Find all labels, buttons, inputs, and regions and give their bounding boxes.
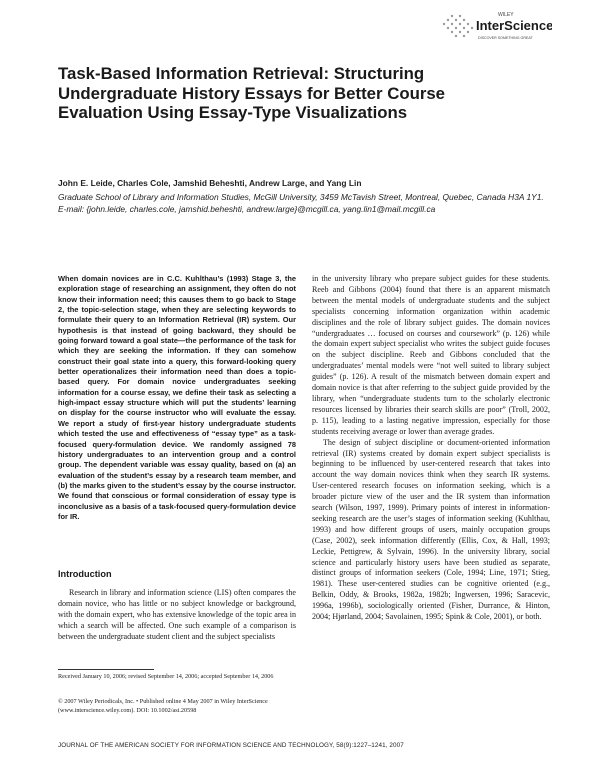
- copyright-note: © 2007 Wiley Periodicals, Inc. • Published online 4 May 2007 in Wiley InterScience (www.interscience.wiley.com). DOI: 10.1002/asi.20598: [58, 698, 268, 714]
- article-title: Task-Based Information Retrieval: Structuring Undergraduate History Essays for Better Course Evaluation Using Essay-Type Visualizations: [58, 64, 446, 122]
- body-paragraph: The design of subject discipline or document-oriented information retrieval (IR) systems created by domain expert subject specialists is beginning to be influenced by user-centered research that takes into account the way domain novices think when they search IR systems. User-centered research focuses on information seeking, which is a broader picture view of the user and the IR system than information search (Wilson, 1997, 1999). Primary points of interest in information-seeking research are the user’s stages of information seeking (Kuhlthau, 1993) and how different groups of users, mainly occupation groups (Case, 2002), seek information differently (Ellis, Cox, & Hall, 1993; Leckie, Pettigrew, & Sylvain, 1996). In the university library, social science and particularly history users have been studied as separate, distinct groups of information seekers (Cole, 1994; Line, 1971; Stieg, 1981). These user-centered studies can be cognitive oriented (e.g., Belkin, Oddy, & Brooks, 1982a, 1982b; Ingwersen, 1996; Saracevic, 1996a, 1996b), sociologically oriented (Fisher, Durrance, & Hinton, 2004; Hjørland, 2004; Savolainen, 1995; Spink & Cole, 2001), or both.: [312, 437, 550, 622]
- author-affiliation: Graduate School of Library and Information Studies, McGill University, 3459 McTavish Street, Montreal, Quebec, Canada H3A 1Y1. E-mail: {john.leide, charles.cole, jamshid.beheshti, andrew.large}@mcgill.ca, yang.lin1@mail.mcgill.ca: [58, 192, 544, 214]
- logo-brand-text: InterScience: [476, 18, 552, 33]
- author-list: John E. Leide, Charles Cole, Jamshid Beheshti, Andrew Large, and Yang Lin: [58, 178, 362, 188]
- body-paragraph: in the university library who prepare subject guides for these students. Reeb and Gibbons (2004) found that there is an apparent mismatch between the mental models of undergraduate students and the subject specialists concerning information organization within academic disciplines and the role of library subject guides. The domain novices “undergraduates … focused on courses and coursework” (p. 126) while the domain expert subject specialist who writes the subject guide focuses on the subject discipline. Reeb and Gibbons concluded that the undergraduates’ mental models were “not well suited to library subject guides” (p. 126). A result of the mismatch between domain expert and domain novice is that after referring to the subject guide provided by the library, when “undergraduate students turn to the scholarly electronic resources licensed by libraries their search skills are poor” (Troll, 2002, p. 115), leading to a lasting negative impression, especially for those students receiving average or lower than average grades.: [312, 274, 550, 436]
- right-column-body: [312, 274, 550, 623]
- received-dates-note: Received January 10, 2006; revised September 14, 2006; accepted September 14, 2006: [58, 673, 274, 680]
- publisher-logo: [438, 8, 552, 56]
- section-heading-introduction: Introduction: [58, 569, 112, 579]
- abstract: When domain novices are in C.C. Kuhlthau’s (1993) Stage 3, the exploration stage of researching an assignment, they often do not know their information need; this causes them to go back to Stage 2, the topic-selection stage, when they are selecting keywords to formulate their query to an Information Retrieval (IR) system. Our hypothesis is that instead of going backward, they should be going forward toward a goal state—the performance of the task for which they are seeking the information. If they can somehow construct their goal state into a query, this forward-looking query better operationalizes their information need than does a topic-based query. For domain novice undergraduates seeking information for a course essay, we define their task as selecting a high-impact essay structure which will put the students’ learning on display for the course instructor who will evaluate the essay. We report a study of first-year history undergraduate students which tested the use and effectiveness of “essay type” as a task-focused query-formulation device. We randomly assigned 78 history undergraduates to an intervention group and a control group. The dependent variable was essay quality, based on (a) an evaluation of the student’s essay by a research team member, and (b) the marks given to the student’s essay by the course instructor. We found that conscious or formal consideration of essay type is inconclusive as a basis of a task-focused query-formulation device for IR.: [58, 274, 296, 521]
- interscience-logo-graphic: [438, 8, 552, 56]
- introduction-paragraph: Research in library and information science (LIS) often compares the domain novice, who has little or no subject knowledge or background, with the domain expert, who has extensive knowledge of the topic area in which a search will be affected. One such example of a comparison is between the undergraduate student client and the subject specialists: [58, 588, 296, 641]
- logo-tagline-text: DISCOVER SOMETHING GREAT: [478, 36, 533, 40]
- footnote-divider: [58, 669, 154, 670]
- journal-running-footer: JOURNAL OF THE AMERICAN SOCIETY FOR INFORMATION SCIENCE AND TECHNOLOGY, 58(9):1227–1241, 2007: [58, 742, 404, 749]
- logo-small-text: WILEY: [498, 12, 514, 18]
